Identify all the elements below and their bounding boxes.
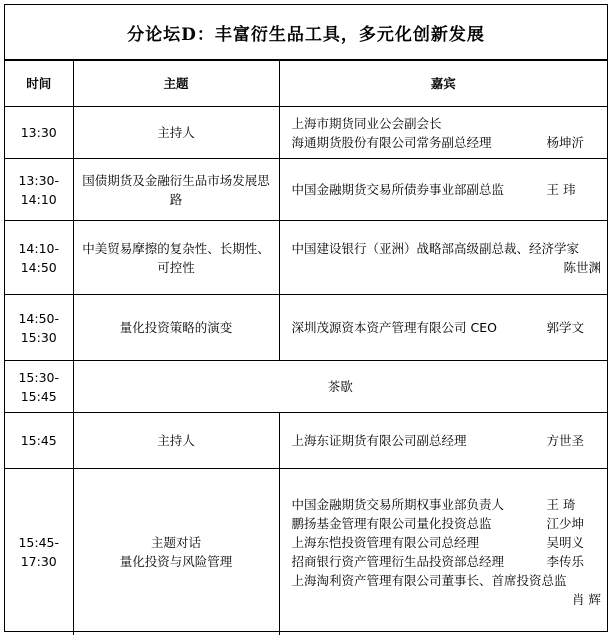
guest-line (292, 180, 602, 199)
row-time: 14:50-15:30 (5, 295, 73, 361)
row-guests (279, 159, 607, 221)
guest-name: 郭学文 (546, 320, 585, 335)
row-time: 15:45-17:30 (5, 469, 73, 635)
row-guests (279, 107, 607, 159)
guest-name: 江少坤 (546, 515, 585, 531)
row-topic: 国债期货及金融衍生品市场发展思路 (73, 159, 279, 221)
table-row (5, 159, 607, 221)
table-header-row (5, 61, 607, 107)
guest-org: 上海东证期货有限公司副总经理 (291, 433, 467, 448)
guest-name: 方世圣 (546, 433, 585, 448)
guest-line (292, 514, 602, 533)
row-topic: 量化投资策略的演变 (73, 295, 279, 361)
guest-line (292, 133, 602, 152)
guest-org: 中国建设银行（亚洲）战略部高级副总裁、经济学家 (291, 240, 580, 256)
guest-name: 肖 辉 (572, 591, 601, 607)
guest-org: 中国金融期货交易所债券事业部副总监 (291, 182, 505, 197)
row-time: 15:45 (5, 413, 73, 469)
guest-line (292, 533, 602, 552)
row-guests (279, 413, 607, 469)
row-guests (279, 221, 607, 295)
row-break: 茶歇 (73, 361, 607, 413)
guest-name: 吴明义 (546, 534, 585, 550)
guest-org: 深圳茂源资本资产管理有限公司 CEO (291, 320, 497, 335)
guest-line (292, 495, 602, 514)
row-topic (73, 469, 279, 635)
row-topic: 主持人 (73, 413, 279, 469)
guest-org: 上海市期货同业公会副会长 (291, 115, 442, 131)
row-guests (279, 295, 607, 361)
guest-org: 招商银行资产管理衍生品投资部总经理 (291, 553, 505, 569)
guest-name: 王 玮 (546, 182, 576, 197)
guest-org: 中国金融期货交易所期权事业部负责人 (291, 496, 505, 512)
page-title: 分论坛D：丰富衍生品工具，多元化创新发展 (5, 5, 607, 60)
table-row (5, 107, 607, 159)
row-time: 15:30-15:45 (5, 361, 73, 413)
guest-org: 鹏扬基金管理有限公司量化投资总监 (291, 515, 492, 531)
header-topic: 主题 (73, 61, 279, 107)
guest-name: 杨坤沂 (546, 134, 585, 150)
row-guests (279, 469, 607, 635)
agenda-document (4, 4, 608, 632)
guest-org: 海通期货股份有限公司常务副总经理 (291, 134, 492, 150)
guest-line (292, 318, 602, 337)
header-guests: 嘉宾 (279, 61, 607, 107)
guest-line (292, 114, 602, 133)
guest-name: 陈世渊 (563, 259, 601, 275)
guest-org: 上海东恺投资管理有限公司总经理 (291, 534, 480, 550)
guest-org: 上海淘利资产管理有限公司董事长、首席投资总监 (291, 572, 567, 588)
row-time: 13:30-14:10 (5, 159, 73, 221)
table-row (5, 295, 607, 361)
topic-line: 量化投资与风险管理 (119, 553, 233, 569)
table-row (5, 413, 607, 469)
guest-name: 李传乐 (546, 553, 585, 569)
guest-name: 王 琦 (546, 496, 576, 512)
agenda-table (5, 60, 607, 635)
table-row (5, 361, 607, 413)
topic-line: 主题对话 (150, 534, 201, 550)
header-time: 时间 (5, 61, 73, 107)
guest-line (292, 552, 602, 571)
row-topic: 主持人 (73, 107, 279, 159)
row-time: 13:30 (5, 107, 73, 159)
row-topic: 中美贸易摩擦的复杂性、长期性、可控性 (73, 221, 279, 295)
table-row (5, 221, 607, 295)
table-row (5, 469, 607, 635)
row-time: 14:10-14:50 (5, 221, 73, 295)
guest-line (292, 431, 602, 450)
